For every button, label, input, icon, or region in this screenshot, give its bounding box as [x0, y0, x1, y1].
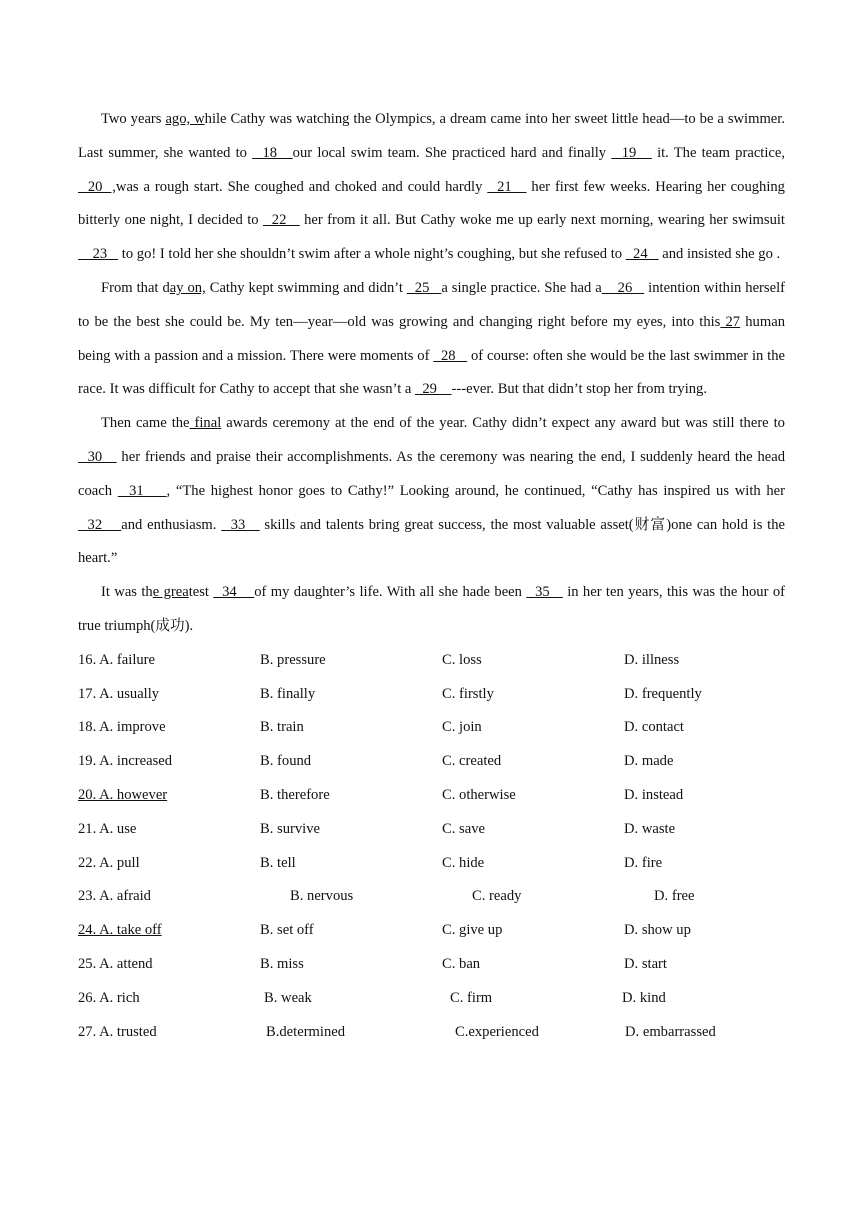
text: our local swim team. She practiced hard and finally — [292, 144, 612, 161]
option-a: 17. A. usually — [78, 685, 160, 702]
option-d: D. instead — [624, 786, 684, 803]
option-row-23 — [78, 880, 785, 914]
text: It was th — [101, 584, 153, 601]
text: her from it all. But Cathy woke me up early next morning, wearing her swimsuit — [299, 212, 785, 229]
option-row-18 — [78, 711, 785, 745]
text: a single practice. She had a — [441, 279, 602, 296]
option-b: B. pressure — [260, 651, 326, 668]
text: and insisted she go . — [658, 246, 781, 263]
option-d: D. free — [654, 888, 695, 905]
option-a: 18. A. improve — [78, 719, 166, 736]
text: of my daughter’s life. With all she hade been — [254, 584, 527, 601]
option-b: B. train — [260, 719, 304, 736]
text: her friends and praise their accomplishments. As the ceremony was nearing the end, I suddenly heard the head coach — [78, 448, 785, 499]
option-d: D. fire — [624, 854, 663, 871]
option-c: C. give up — [442, 922, 503, 939]
passage-paragraph-3 — [78, 407, 785, 576]
option-row-27 — [78, 1016, 785, 1050]
blank-26: 26 — [601, 279, 645, 296]
passage-paragraph-2 — [78, 272, 785, 407]
option-c: C.experienced — [455, 1023, 539, 1040]
underlined-text: ago, w — [165, 111, 205, 127]
option-d: D. illness — [624, 651, 680, 668]
passage-paragraph-1 — [78, 103, 785, 272]
option-d: D. frequently — [624, 685, 702, 702]
blank-18: 18 — [252, 144, 293, 161]
option-d: D. show up — [624, 922, 691, 939]
option-c: C. ban — [442, 955, 481, 972]
option-b: B. weak — [264, 989, 312, 1006]
option-b: B. survive — [260, 820, 320, 837]
option-b: B.determined — [266, 1023, 346, 1040]
blank-35: 35 — [526, 584, 563, 601]
blank-33: 33 — [221, 516, 260, 533]
option-d: D. kind — [622, 989, 666, 1006]
option-c: C. ready — [472, 888, 522, 905]
text: From that d — [101, 279, 170, 296]
text: and enthusiasm. — [121, 516, 222, 533]
option-b: B. tell — [260, 854, 296, 871]
text: Then came the — [101, 415, 190, 432]
option-c: C. save — [442, 820, 485, 837]
blank-23: 23 — [78, 246, 119, 263]
blank-31: 31 — [117, 482, 167, 499]
option-d: D. start — [624, 955, 667, 972]
text: test — [188, 584, 214, 601]
underlined-text: final — [189, 415, 222, 432]
document-page — [78, 103, 785, 1049]
option-b: B. therefore — [260, 786, 330, 803]
option-c: C. hide — [442, 854, 485, 871]
text: awards ceremony at the end of the year. Cathy didn’t expect any award but was still there to — [221, 415, 785, 432]
blank-22: 22 — [262, 212, 300, 229]
blank-28: 28 — [433, 347, 468, 364]
option-d: D. contact — [624, 719, 684, 736]
option-row-25 — [78, 948, 785, 982]
text: her first few weeks. Hearing her coughing bitterly one night, I decided to — [78, 178, 785, 229]
option-a: 20. A. however — [78, 786, 168, 803]
text: , “The highest honor goes to Cathy!” Looking around, he continued, “Cathy has inspired us with her — [166, 482, 785, 499]
text: was a rough start. She coughed and choked and could hardly — [115, 178, 488, 195]
text: in her ten years, this was the hour of true triumph(成功). — [78, 584, 785, 634]
option-c: C. firm — [450, 989, 493, 1006]
option-row-20 — [78, 779, 785, 813]
blank-30: 30 — [78, 448, 117, 465]
option-c: C. created — [442, 753, 502, 770]
option-a: 24. A. take off — [78, 922, 162, 939]
option-b: B. found — [260, 753, 312, 770]
option-a: 27. A. trusted — [78, 1023, 157, 1040]
blank-20: 20 , — [78, 178, 116, 195]
option-d: D. waste — [624, 820, 676, 837]
blank-24: 24 — [625, 246, 659, 263]
option-d: D. embarrassed — [625, 1023, 716, 1040]
option-row-17 — [78, 678, 785, 712]
option-c: C. firstly — [442, 685, 494, 702]
text: hile Cathy was watching the Olympics, a dream came into her sweet little head—to be a swimmer. Last summer, she wanted to — [78, 111, 785, 161]
option-a: 19. A. increased — [78, 753, 173, 770]
option-b: B. set off — [260, 922, 314, 939]
blank-29: 29 — [415, 381, 452, 398]
option-c: C. otherwise — [442, 786, 516, 803]
option-a: 26. A. rich — [78, 989, 140, 1006]
option-a: 21. A. use — [78, 820, 137, 837]
option-row-19 — [78, 745, 785, 779]
text: Cathy kept swimming and didn’t — [205, 279, 407, 296]
blank-25: 25 — [406, 279, 442, 296]
blank-34: 34 — [213, 584, 255, 601]
option-a: 23. A. afraid — [78, 888, 151, 905]
text: it. The team practice, — [651, 144, 786, 161]
blank-27: 27 — [720, 313, 741, 330]
option-row-26 — [78, 982, 785, 1016]
option-b: B. miss — [260, 955, 304, 972]
blank-21: 21 — [487, 178, 527, 195]
underlined-text: ay on, — [169, 279, 206, 296]
option-row-21 — [78, 813, 785, 847]
text: Two years — [101, 111, 166, 127]
text: ---ever. But that didn’t stop her from trying. — [451, 381, 707, 398]
option-d: D. made — [624, 753, 674, 770]
option-b: B. nervous — [290, 888, 354, 905]
text: of course: often she would be the last swimmer in the race. It was difficult for Cathy to accept that she wasn’t a — [78, 347, 786, 398]
option-row-22 — [78, 847, 785, 881]
underlined-text: e grea — [152, 584, 189, 601]
blank-19: 19 — [611, 144, 652, 161]
text: skills and talents bring great success, the most valuable asset(财富)one can hold is the heart.” — [78, 516, 785, 567]
option-a: 25. A. attend — [78, 955, 153, 972]
option-a: 16. A. failure — [78, 651, 156, 668]
options-list — [78, 644, 785, 1050]
text: to go! I told her she shouldn’t swim after a whole night’s coughing, but she refused to — [118, 246, 626, 263]
blank-32: 32 — [78, 516, 122, 533]
option-c: C. loss — [442, 651, 482, 668]
option-row-24 — [78, 914, 785, 948]
option-b: B. finally — [260, 685, 316, 702]
text: intention within herself to be the best she could be. My ten—year—old was growing and changing right before my eyes, into this — [78, 279, 785, 330]
option-c: C. join — [442, 719, 482, 736]
option-a: 22. A. pull — [78, 854, 140, 871]
passage-paragraph-4 — [78, 576, 785, 644]
text: human being with a passion and a mission. There were moments of — [78, 313, 785, 364]
option-row-16 — [78, 644, 785, 678]
